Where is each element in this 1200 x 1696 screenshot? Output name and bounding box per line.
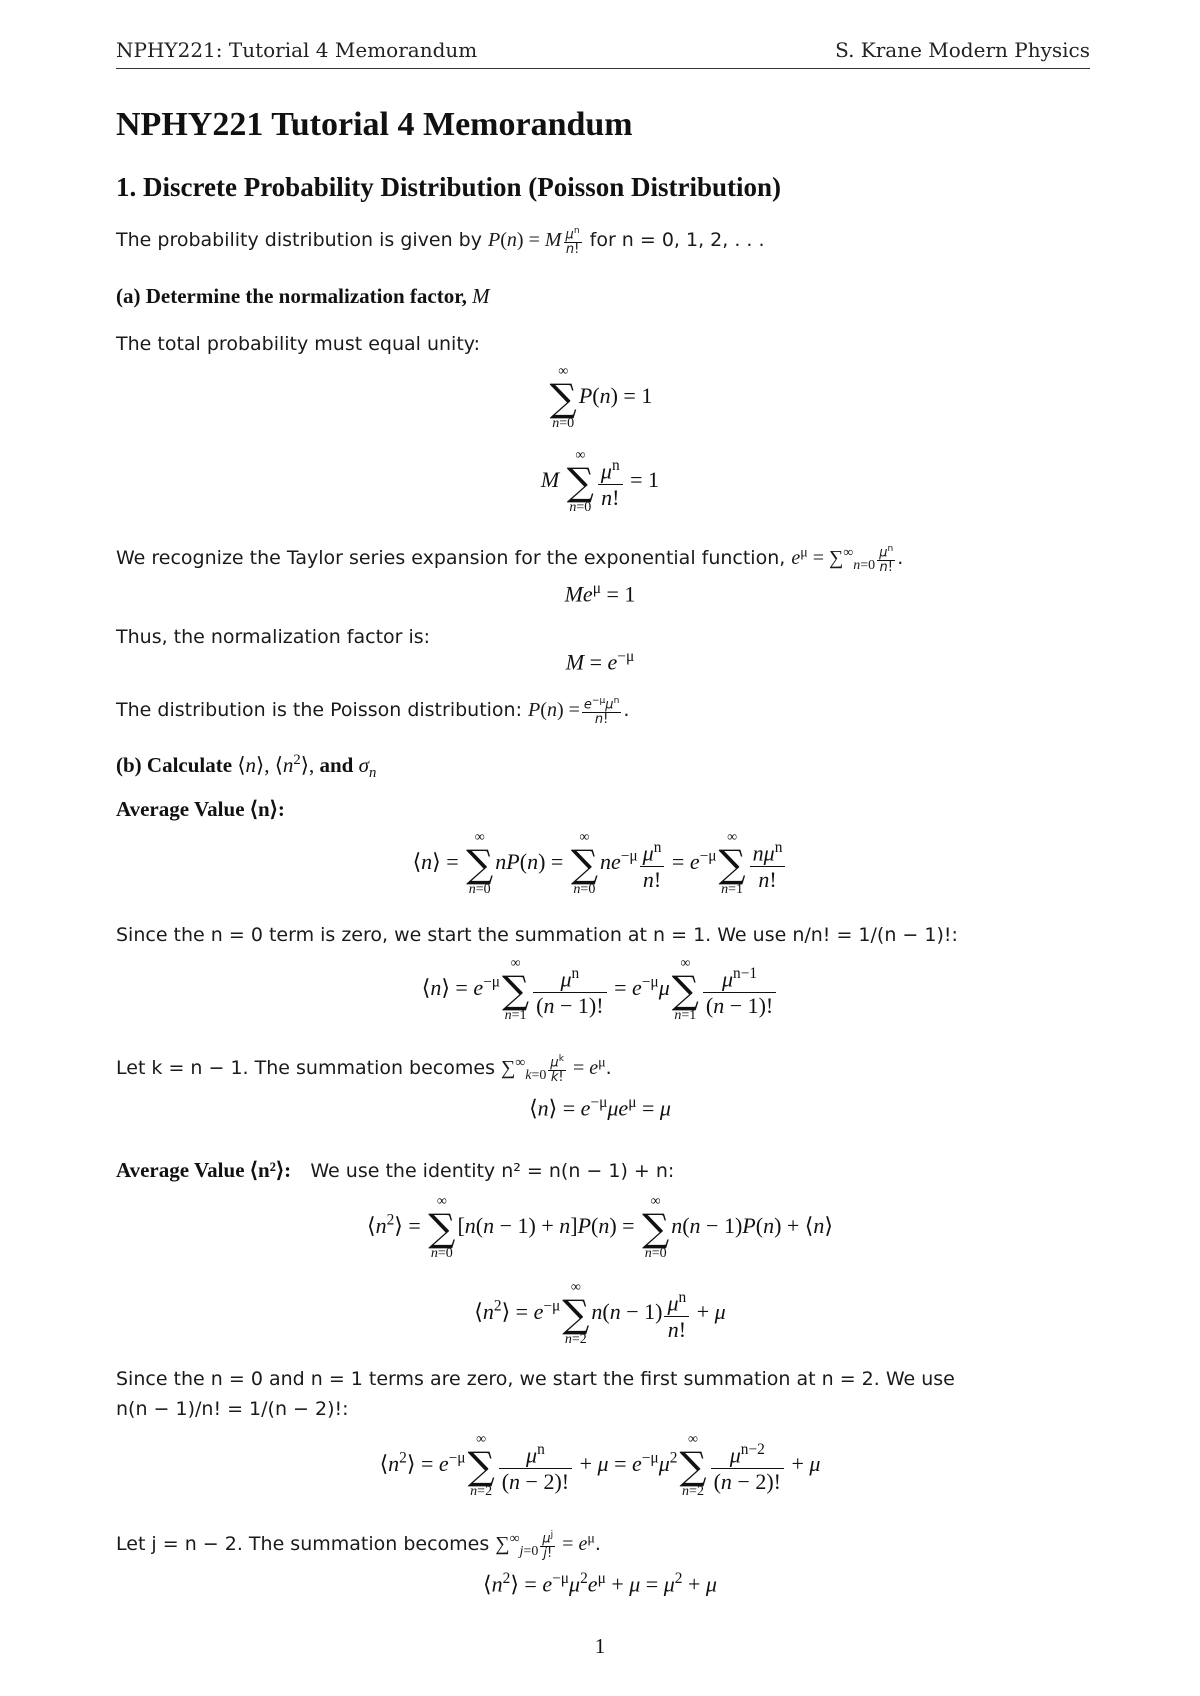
equation-avg-n2-2: $⟨n^2⟩ = e^{-\mu}$ ∞ ∑ n=2 n(n − 1) $\frac{\mu^n}{n!}$ + μ — [474, 1280, 726, 1347]
section-heading: 1. Discrete Probability Distribution (Poisson Distribution) — [116, 172, 782, 202]
equation-avg-n2-3: $⟨n^2⟩ = e^{-\mu}$ ∞ ∑ n=2 $\frac{\mu^n}{(n - 2)!}$ + $\mu = e^{-\mu}\mu^2$ ∞ ∑ n=2 $\frac{\mu^{n-2}}{(n - 2)!}$ + μ — [379, 1432, 821, 1499]
intro-line: The probability distribution is given by P(n) = M $\frac{\mu^n}{n!}$ for n = 0, 1, 2, . . . — [116, 226, 765, 258]
equation-sum-normalization: M ∞ ∑ n=0 $\frac{\mu^n}{n!}$ = 1 — [540, 448, 660, 515]
poisson-text: The distribution is the Poisson distribution: — [116, 699, 522, 722]
equation-avg-n-1: ⟨n⟩ = ∞ ∑ n=0 nP(n) = ∞ ∑ n=0 $ne^{-\mu}$ $\frac{\mu^n}{n!}$ = $e^{-\mu}$ ∞ ∑ n=1 $\frac{n\mu^n}{n!}$ — [0, 830, 1200, 898]
equation-me-mu: $Me^\mu = 1$ — [564, 580, 636, 607]
part-a-heading — [116, 284, 490, 309]
part-b-heading: (b) Calculate ⟨n⟩, $⟨n^2⟩$, and $\sigma_n$ — [116, 752, 377, 782]
taylor-text: We recognize the Taylor series expansion for the exponential function, — [116, 547, 786, 570]
part-a-heading-var: M — [472, 284, 490, 308]
since-zero-text: Since the n = 0 term is zero, we start the summation at n = 1. We use n/n! = 1/(n − 1)!: — [116, 924, 958, 946]
let-k-line: Let k = n − 1. The summation becomes $\sum^\infty_{k=0}$ $\frac{\mu^k}{k!}$ = $e^\mu$. — [116, 1054, 612, 1086]
equation-sum-probability: ∞ ∑ n=0 P(n) = 1 — [549, 364, 653, 431]
since-zero2-line2: n(n − 1)/n! = 1/(n − 2)!: — [116, 1398, 349, 1420]
header-rule — [116, 68, 1090, 69]
page-title: NPHY221 Tutorial 4 Memorandum — [116, 106, 633, 143]
poisson-line: The distribution is the Poisson distribution: P(n) = $e^{-\mu}\mu^n$ n! . — [116, 696, 630, 728]
equation-avg-n2-result: $⟨n^2⟩ = e^{-\mu}\mu^2e^\mu + \mu = \mu^2 + \mu$ — [483, 1570, 717, 1597]
equation-avg-n2-1: $⟨n^2⟩$ = ∞ ∑ n=0 [n(n − 1) + n]P(n) = ∞ ∑ n=0 n(n − 1)P(n) + ⟨n⟩ — [367, 1194, 833, 1261]
let-j-line: Let j = n − 2. The summation becomes $\sum^\infty_{j=0}$ $\frac{\mu^j}{j!}$ = $e^\mu$. — [116, 1530, 601, 1562]
avg-n2-line — [116, 1158, 674, 1183]
avg-n-label — [116, 797, 285, 822]
equation-avg-n-2: ⟨n⟩ = $e^{-\mu}$ ∞ ∑ n=1 $\frac{\mu^n}{(n - 1)!}$ = $e^{-\mu}\mu$ ∞ ∑ n=1 $\frac{\mu^{n-1}}{(n - 1)!}$ — [0, 956, 1200, 1024]
total-probability-text: The total probability must equal unity: — [116, 333, 481, 355]
let-k-text: Let k = n − 1. The summation becomes — [116, 1057, 495, 1080]
avg-n-label-text: Average Value ⟨n⟩: — [116, 797, 285, 821]
identity-text: We use the identity n² = n(n − 1) + n: — [310, 1160, 675, 1182]
equation-avg-n-result: ⟨n⟩ = $e^{-\mu}\mu e^\mu = \mu$ — [529, 1094, 671, 1121]
thus-text: Thus, the normalization factor is: — [116, 626, 431, 648]
taylor-line: We recognize the Taylor series expansion for the exponential function, $e^\mu = \sum^\infty_{n=0}$ $\frac{\mu^n}{n!}$ . — [116, 544, 904, 576]
avg-n2-label-text: Average Value ⟨n²⟩: — [116, 1158, 292, 1182]
since-zero2-line1: Since the n = 0 and n = 1 terms are zero, we start the first summation at n = 2. We use — [116, 1368, 955, 1390]
part-b-heading-text: (b) Calculate — [116, 753, 233, 777]
header-right: S. Krane Modern Physics — [835, 38, 1090, 62]
part-a-heading-text: (a) Determine the normalization factor, — [116, 284, 467, 308]
equation-m-result: $M = e^{-\mu}$ — [565, 648, 635, 675]
intro-suffix: for n = 0, 1, 2, . . . — [589, 229, 765, 252]
page-number: 1 — [594, 1634, 606, 1658]
let-j-text: Let j = n − 2. The summation becomes — [116, 1533, 490, 1556]
header-left: NPHY221: Tutorial 4 Memorandum — [116, 38, 478, 62]
intro-prefix: The probability distribution is given by — [116, 229, 482, 252]
